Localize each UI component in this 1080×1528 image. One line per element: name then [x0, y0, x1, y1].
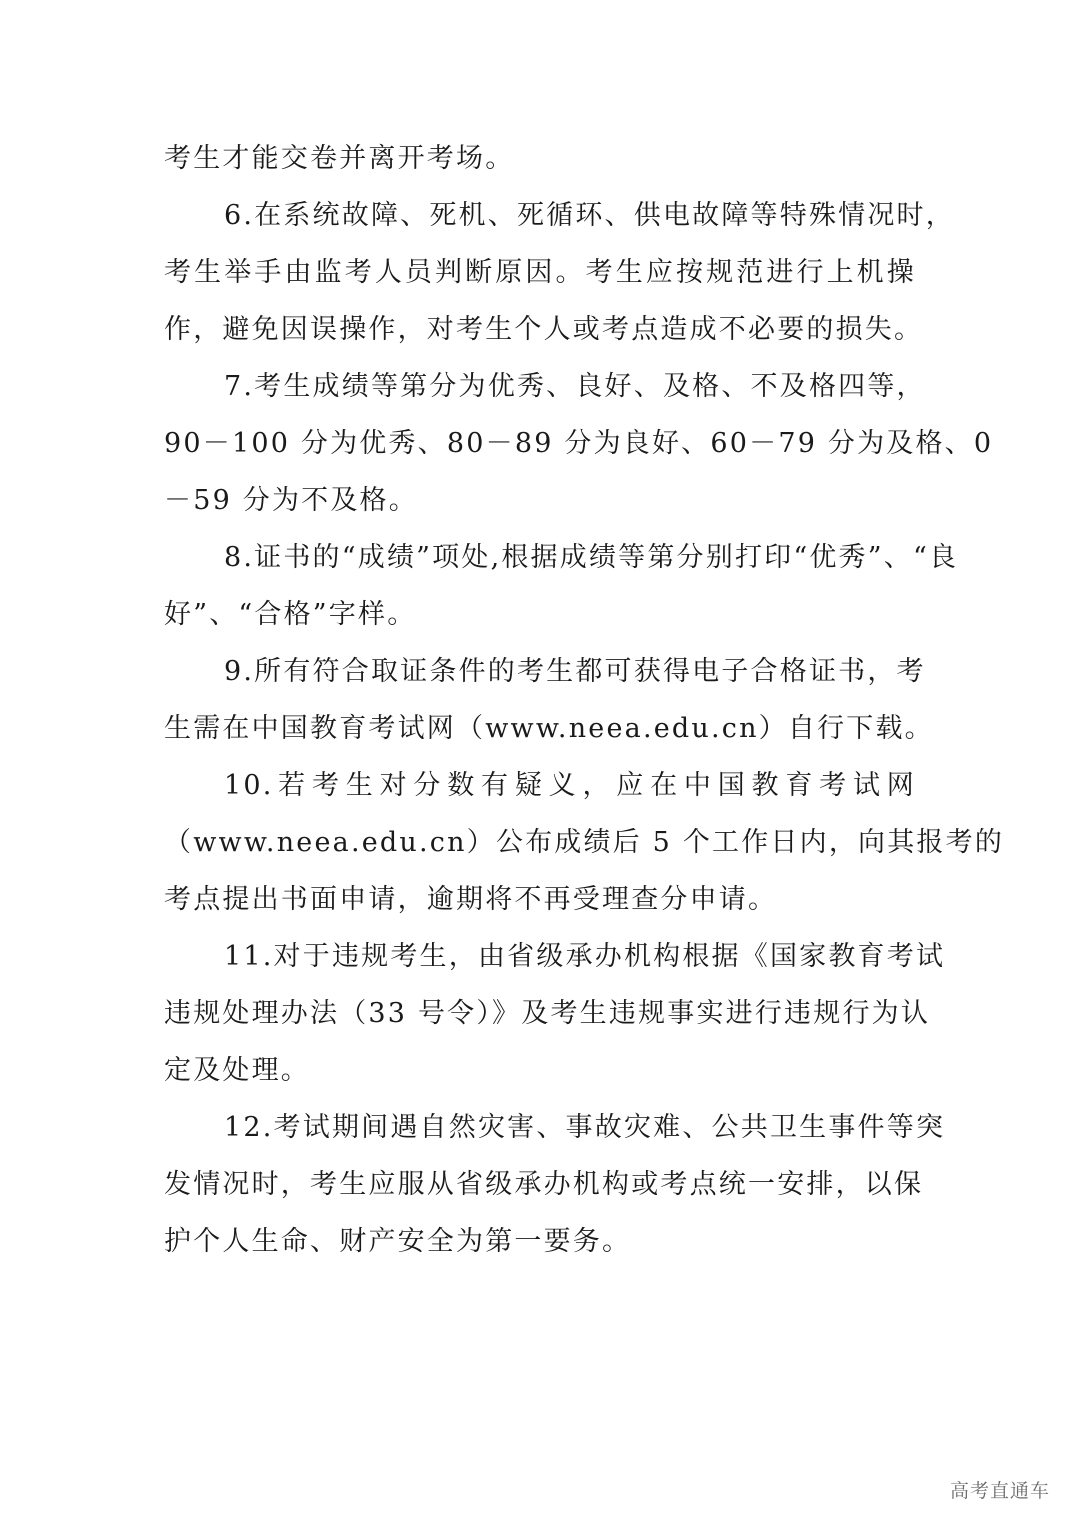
- paragraph-10: [164, 757, 1005, 928]
- paragraph-12: [164, 1099, 946, 1270]
- paragraph-6: [164, 187, 955, 358]
- text-line: 生需在中国教育考试网（www.neea.edu.cn）自行下载。: [164, 713, 934, 744]
- text-line: －59 分为不及格。: [164, 485, 418, 516]
- watermark-label: 高考直通车: [949, 1480, 1050, 1502]
- text-line: 6.在系统故障、死机、死循环、供电故障等特殊情况时，: [224, 200, 955, 231]
- paragraph-8: [164, 529, 959, 643]
- text-line: 考生举手由监考人员判断原因。考生应按规范进行上机操: [164, 257, 916, 288]
- document-page: [164, 130, 1005, 1270]
- text-line: （www.neea.edu.cn）公布成绩后 5 个工作日内，向其报考的: [164, 827, 1005, 858]
- paragraph-9: [164, 643, 934, 757]
- text-line: 定及处理。: [164, 1055, 310, 1086]
- text-line: 考点提出书面申请，逾期将不再受理查分申请。: [164, 884, 778, 915]
- paragraph-5-continuation: [164, 130, 916, 187]
- text-line: 发情况时，考生应服从省级承办机构或考点统一安排，以保: [164, 1169, 924, 1200]
- text-line: 12.考试期间遇自然灾害、事故灾难、公共卫生事件等突: [224, 1112, 946, 1143]
- paragraph-11: [164, 928, 946, 1099]
- text-line: 90－100 分为优秀、80－89 分为良好、60－79 分为及格、0: [164, 428, 994, 459]
- text-line: 9.所有符合取证条件的考生都可获得电子合格证书，考: [224, 656, 926, 687]
- text-line: 违规处理办法（33 号令）》及考生违规事实进行违规行为认: [164, 998, 931, 1029]
- paragraph-7: [164, 358, 994, 529]
- text-line: 8.证书的“成绩”项处,根据成绩等第分别打印“优秀”、“良: [224, 542, 959, 573]
- text-line: 考生才能交卷并离开考场。: [164, 143, 515, 174]
- text-line: 作，避免因误操作，对考生个人或考点造成不必要的损失。: [164, 314, 924, 345]
- text-line: 10.若考生对分数有疑义，应在中国教育考试网: [224, 770, 916, 801]
- text-line: 护个人生命、财产安全为第一要务。: [164, 1226, 632, 1257]
- text-line: 11.对于违规考生，由省级承办机构根据《国家教育考试: [224, 941, 946, 972]
- text-line: 7.考生成绩等第分为优秀、良好、及格、不及格四等，: [224, 371, 926, 402]
- text-line: 好”、“合格”字样。: [164, 599, 417, 630]
